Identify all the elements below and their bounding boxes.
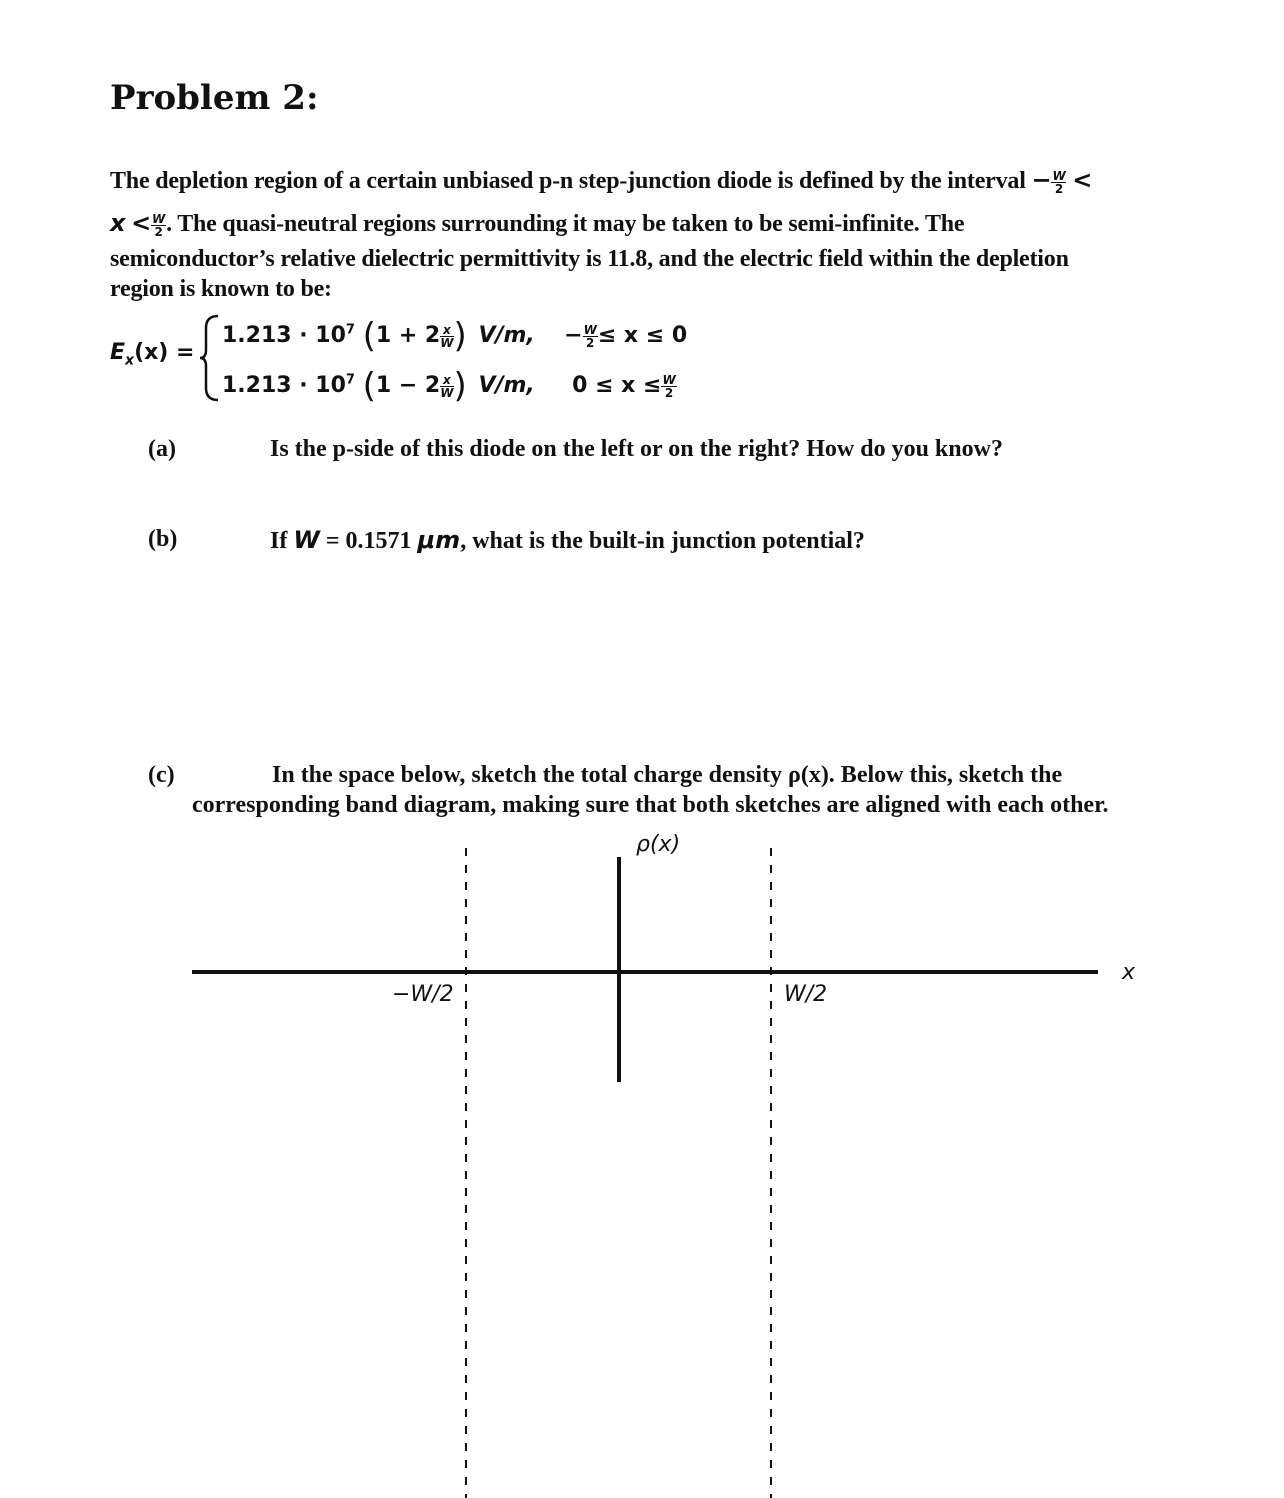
intro-line-4: region is known to be:	[110, 276, 332, 302]
problem-title: Problem 2:	[110, 78, 319, 118]
y-axis-label: ρ(x)	[636, 832, 681, 857]
x-axis-label: x	[1122, 960, 1136, 985]
left-boundary-label: −W/2	[392, 982, 454, 1007]
fraction-w-over-2-b: $\frac{W}{2}$	[152, 211, 166, 239]
intro-line-2-text: . The quasi-neutral regions surrounding it may be taken to be semi-infinite. The	[166, 211, 965, 237]
part-c-line-1: In the space below, sketch the total charge density ρ(x). Below this, sketch the	[272, 762, 1063, 788]
right-boundary-label: W/2	[784, 982, 828, 1007]
part-c-line-2: corresponding band diagram, making sure that both sketches are aligned with each other.	[192, 792, 1109, 818]
intro-line-1-text: The depletion region of a certain unbiased p-n step-junction diode is defined by the interval	[110, 168, 1026, 194]
part-c-label: (c)	[148, 762, 175, 788]
part-b-label: (b)	[148, 526, 178, 552]
less-than-sign: <	[1072, 166, 1093, 194]
equation-case-1: $1.213 \cdot 10^7$ (1 + 2 $\frac{x}{W}$ ) V/m, − $\frac{W}{2}$ ≤ x ≤ 0	[222, 316, 688, 356]
part-a-label: (a)	[148, 436, 176, 462]
part-a-question: Is the p-side of this diode on the left or on the right? How do you know?	[270, 436, 1003, 462]
equation-lhs: $E_x(x)$ =	[110, 340, 195, 369]
equation-case-2: $1.213 \cdot 10^7$ (1 − 2 $\frac{x}{W}$ ) V/m, 0 ≤ x ≤ $\frac{W}{2}$	[222, 366, 676, 406]
minus-sign: −	[1031, 166, 1052, 194]
fraction-w-over-2: $\frac{W}{2}$	[1052, 168, 1066, 196]
part-b-question: If W = 0.1571 μm, what is the built-in junction potential?	[270, 526, 865, 554]
var-x: x	[110, 209, 126, 237]
less-than-sign-2: <	[131, 209, 152, 237]
intro-line-3: semiconductor’s relative dielectric permittivity is 11.8, and the electric field within the depletion	[110, 246, 1069, 272]
